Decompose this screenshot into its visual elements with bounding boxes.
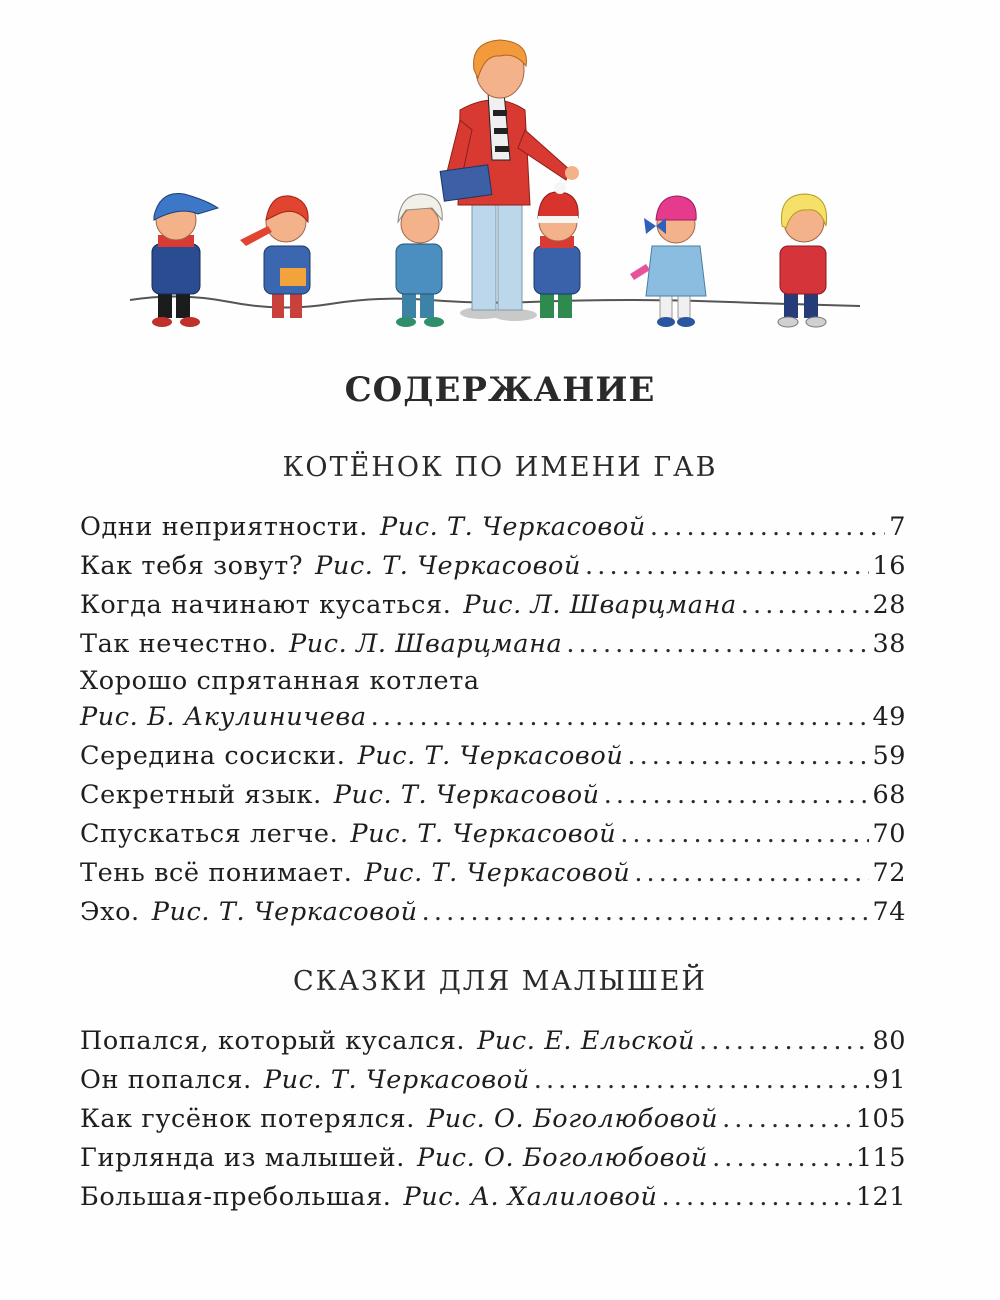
entry-title: Тень всё понимает.	[80, 858, 353, 888]
child-figure	[396, 194, 444, 327]
entry-page-number: 7	[889, 512, 906, 542]
entry-page-number: 115	[855, 1143, 906, 1173]
toc-entry[interactable]	[80, 547, 906, 586]
entry-title: Середина сосиски.	[80, 741, 346, 771]
entry-page-number: 38	[872, 629, 906, 659]
entry-illustrator: Рис. Л. Шварцмана	[463, 590, 737, 620]
entry-page-number: 70	[872, 819, 906, 849]
dot-leader	[620, 815, 868, 854]
toc-entry[interactable]	[80, 1139, 906, 1178]
entry-title: Спускаться легче.	[80, 819, 339, 849]
entry-title: Как гусёнок потерялся.	[80, 1104, 415, 1134]
toc-entry[interactable]	[80, 625, 906, 664]
teacher-with-children-walking-illustration	[120, 30, 880, 350]
toc-entry[interactable]	[80, 1061, 906, 1100]
toc-entry[interactable]	[80, 1100, 906, 1139]
toc-entry[interactable]	[80, 508, 906, 547]
dot-leader	[566, 625, 868, 664]
entry-page-number: 121	[855, 1182, 906, 1212]
entry-title: Хорошо спрятанная котлета	[80, 666, 480, 696]
entry-title: Как тебя зовут?	[80, 551, 304, 581]
section-title: КОТЁНОК ПО ИМЕНИ ГАВ	[282, 452, 718, 483]
dot-leader	[371, 698, 869, 737]
entry-page-number: 16	[872, 551, 906, 581]
child-figure	[778, 194, 827, 327]
entry-illustrator: Рис. О. Боголюбовой	[426, 1104, 719, 1134]
entry-title: Попался, который кусался.	[80, 1026, 466, 1056]
toc-entry[interactable]	[80, 854, 906, 893]
dot-leader	[634, 854, 868, 893]
toc-list	[80, 508, 906, 932]
child-figure	[534, 182, 580, 318]
child-figure	[240, 196, 310, 318]
dot-leader	[627, 737, 868, 776]
child-figure	[630, 196, 706, 327]
dot-leader	[699, 1022, 868, 1061]
toc-entry[interactable]	[80, 1022, 906, 1061]
dot-leader	[650, 508, 885, 547]
entry-illustrator: Рис. Т. Черкасовой	[357, 741, 624, 771]
section-title: СКАЗКИ ДЛЯ МАЛЫШЕЙ	[293, 966, 707, 997]
entry-illustrator: Рис. Т. Черкасовой	[263, 1065, 530, 1095]
entry-page-number: 72	[872, 858, 906, 888]
toc-entry[interactable]	[80, 1178, 906, 1217]
child-figure	[152, 193, 218, 327]
dot-leader	[662, 1178, 852, 1217]
entry-title: Гирлянда из малышей.	[80, 1143, 405, 1173]
entry-illustrator: Рис. Е. Ельской	[477, 1026, 696, 1056]
dot-leader	[604, 776, 869, 815]
dot-leader	[722, 1100, 852, 1139]
dot-leader	[534, 1061, 869, 1100]
entry-title: Он попался.	[80, 1065, 252, 1095]
entry-illustrator: Рис. Т. Черкасовой	[333, 780, 600, 810]
entry-illustrator: Рис. О. Боголюбовой	[416, 1143, 709, 1173]
page-title: СОДЕРЖАНИЕ	[344, 370, 656, 410]
entry-title: Так нечестно.	[80, 629, 277, 659]
entry-page-number: 80	[872, 1026, 906, 1056]
entry-page-number: 105	[855, 1104, 906, 1134]
entry-illustrator: Рис. Л. Шварцмана	[288, 629, 563, 659]
toc-list	[80, 1022, 906, 1217]
toc-entry[interactable]	[80, 815, 906, 854]
entry-illustrator: Рис. Т. Черкасовой	[350, 819, 617, 849]
dot-leader	[585, 547, 869, 586]
entry-title: Одни неприятности.	[80, 512, 368, 542]
entry-page-number: 74	[872, 897, 906, 927]
toc-entry[interactable]	[80, 586, 906, 625]
entry-illustrator: Рис. А. Халиловой	[403, 1182, 658, 1212]
entry-illustrator: Рис. Т. Черкасовой	[151, 897, 418, 927]
entry-page-number: 91	[872, 1065, 906, 1095]
entry-title: Секретный язык.	[80, 780, 322, 810]
entry-page-number: 59	[872, 741, 906, 771]
toc-entry-continuation[interactable]	[80, 698, 906, 737]
entry-illustrator: Рис. Т. Черкасовой	[379, 512, 646, 542]
entry-title: Большая-пребольшая.	[80, 1182, 392, 1212]
toc-entry[interactable]	[80, 893, 906, 932]
entry-illustrator: Рис. Т. Черкасовой	[364, 858, 631, 888]
dot-leader	[741, 586, 869, 625]
entry-title: Эхо.	[80, 897, 140, 927]
entry-page-number: 68	[872, 780, 906, 810]
entry-page-number: 28	[872, 590, 906, 620]
dot-leader	[712, 1139, 852, 1178]
toc-entry[interactable]	[80, 737, 906, 776]
entry-illustrator: Рис. Б. Акулиничева	[80, 702, 367, 732]
toc-entry[interactable]	[80, 776, 906, 815]
entry-page-number: 49	[872, 702, 906, 732]
dot-leader	[422, 893, 869, 932]
entry-title: Когда начинают кусаться.	[80, 590, 452, 620]
entry-illustrator: Рис. Т. Черкасовой	[315, 551, 582, 581]
toc-entry-title-line[interactable]	[80, 664, 906, 698]
